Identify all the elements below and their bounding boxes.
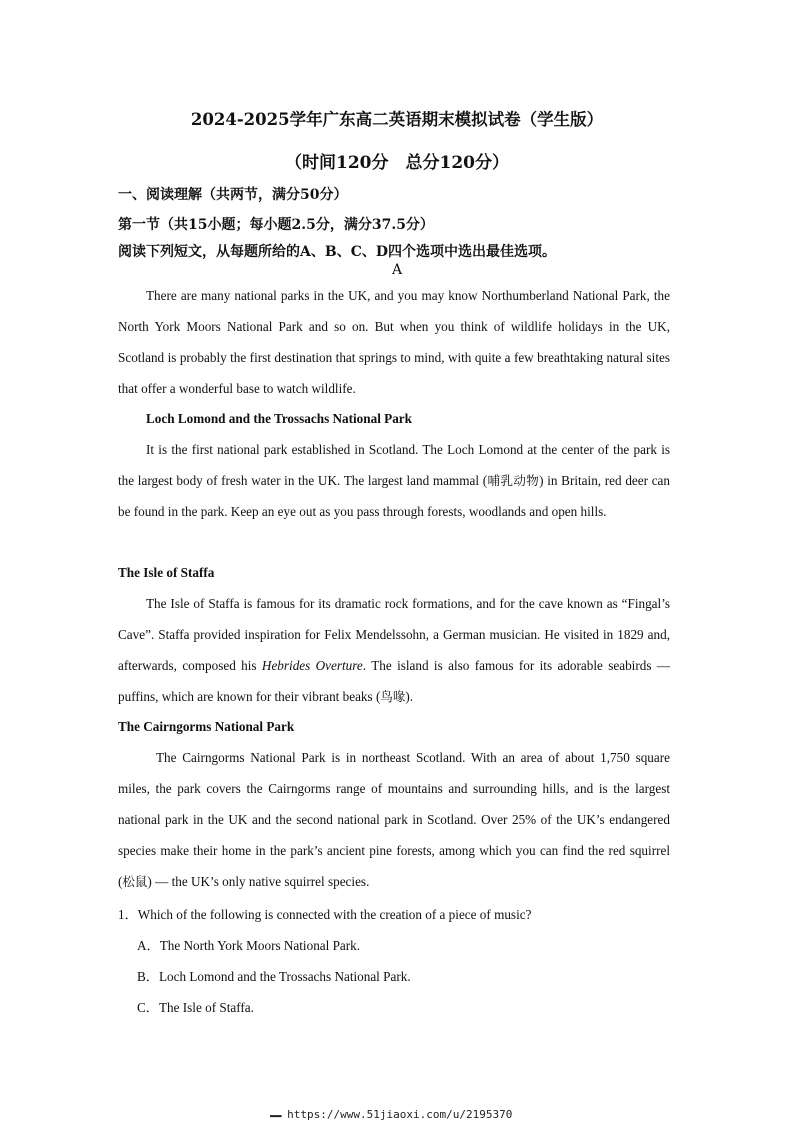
park2-gloss: 鸟喙 — [380, 689, 406, 704]
park2-text-after: ). — [405, 689, 414, 704]
park2-work-title: Hebrides Overture — [261, 658, 363, 673]
park1-gloss: 哺乳动物 — [487, 473, 540, 488]
park1-paragraph — [118, 434, 670, 527]
park1-text-before: It is the first national park established in Scotland. The Loch Lomond at the center of the park is the largest body of fresh water in the UK. The largest land mammal ( — [118, 442, 670, 488]
park3-text-after: ) — the UK’s only native squirrel species. — [147, 874, 370, 889]
question-1-option-b: B．Loch Lomond and the Trossachs National Park. — [137, 969, 411, 984]
park2-paragraph — [118, 588, 670, 712]
passage-label: A — [391, 262, 403, 278]
park3-gloss: 松鼠 — [122, 874, 148, 889]
park2-text-before: The Isle of Staffa is famous for its dramatic rock formations, and for the cave known as “Fingal’s Cave”. Staffa provided inspiration for Felix Mendelssohn, a German musician. He visited in 1829 and, afterwards, composed his — [118, 596, 670, 673]
passage-intro: There are many national parks in the UK, and you may know Northumberland National Park, the North York Moors National Park and so on. But when you think of wildlife holidays in the UK, Scotland is probably the first destination that springs to mind, with quite a few breathtaking natural sites that offer a wonderful base to watch wildlife. — [118, 288, 670, 396]
footer-stamp-mark: ▬▬▬ — [270, 1112, 282, 1120]
park1-heading: Loch Lomond and the Trossachs National Park — [146, 411, 412, 426]
park2-heading: The Isle of Staffa — [118, 565, 215, 580]
question-1-stem: 1．Which of the following is connected with the creation of a piece of music? — [118, 907, 532, 922]
exam-title: 2024-2025学年广东高二英语期末模拟试卷（学生版） — [190, 110, 604, 129]
exam-subtitle: （时间120分 总分120分） — [285, 153, 509, 173]
instructions: 阅读下列短文，从每题所给的A、B、C、D四个选项中选出最佳选项。 — [118, 244, 556, 260]
subsection-heading: 第一节（共15小题；每小题2.5分，满分37.5分） — [118, 217, 434, 233]
part-heading: 一、阅读理解（共两节，满分50分） — [118, 187, 348, 203]
park2-text-middle: . The island is also famous for its adorable seabirds — puffins, which are known for their vibrant beaks ( — [118, 658, 671, 704]
question-1-option-c: C．The Isle of Staffa. — [137, 1000, 254, 1015]
park3-paragraph — [118, 742, 670, 897]
park1-text-after: ) in Britain, red deer can be found in the park. Keep an eye out as you pass through forests, woodlands and open hills. — [118, 473, 670, 519]
park3-heading: The Cairngorms National Park — [118, 719, 295, 734]
footer-watermark — [270, 1108, 512, 1121]
footer-url: https://www.51jiaoxi.com/u/2195370 — [287, 1108, 513, 1121]
park3-text-before: The Cairngorms National Park is in northeast Scotland. With an area of about 1,750 square miles, the park covers the Cairngorms range of mountains and surrounding hills, and is the largest national park in the UK and the second national park in Scotland. Over 25% of the UK’s endangered species make their home in the park’s ancient pine forests, among which you can find the red squirrel ( — [118, 750, 670, 889]
question-1-option-a: A．The North York Moors National Park. — [137, 938, 361, 953]
